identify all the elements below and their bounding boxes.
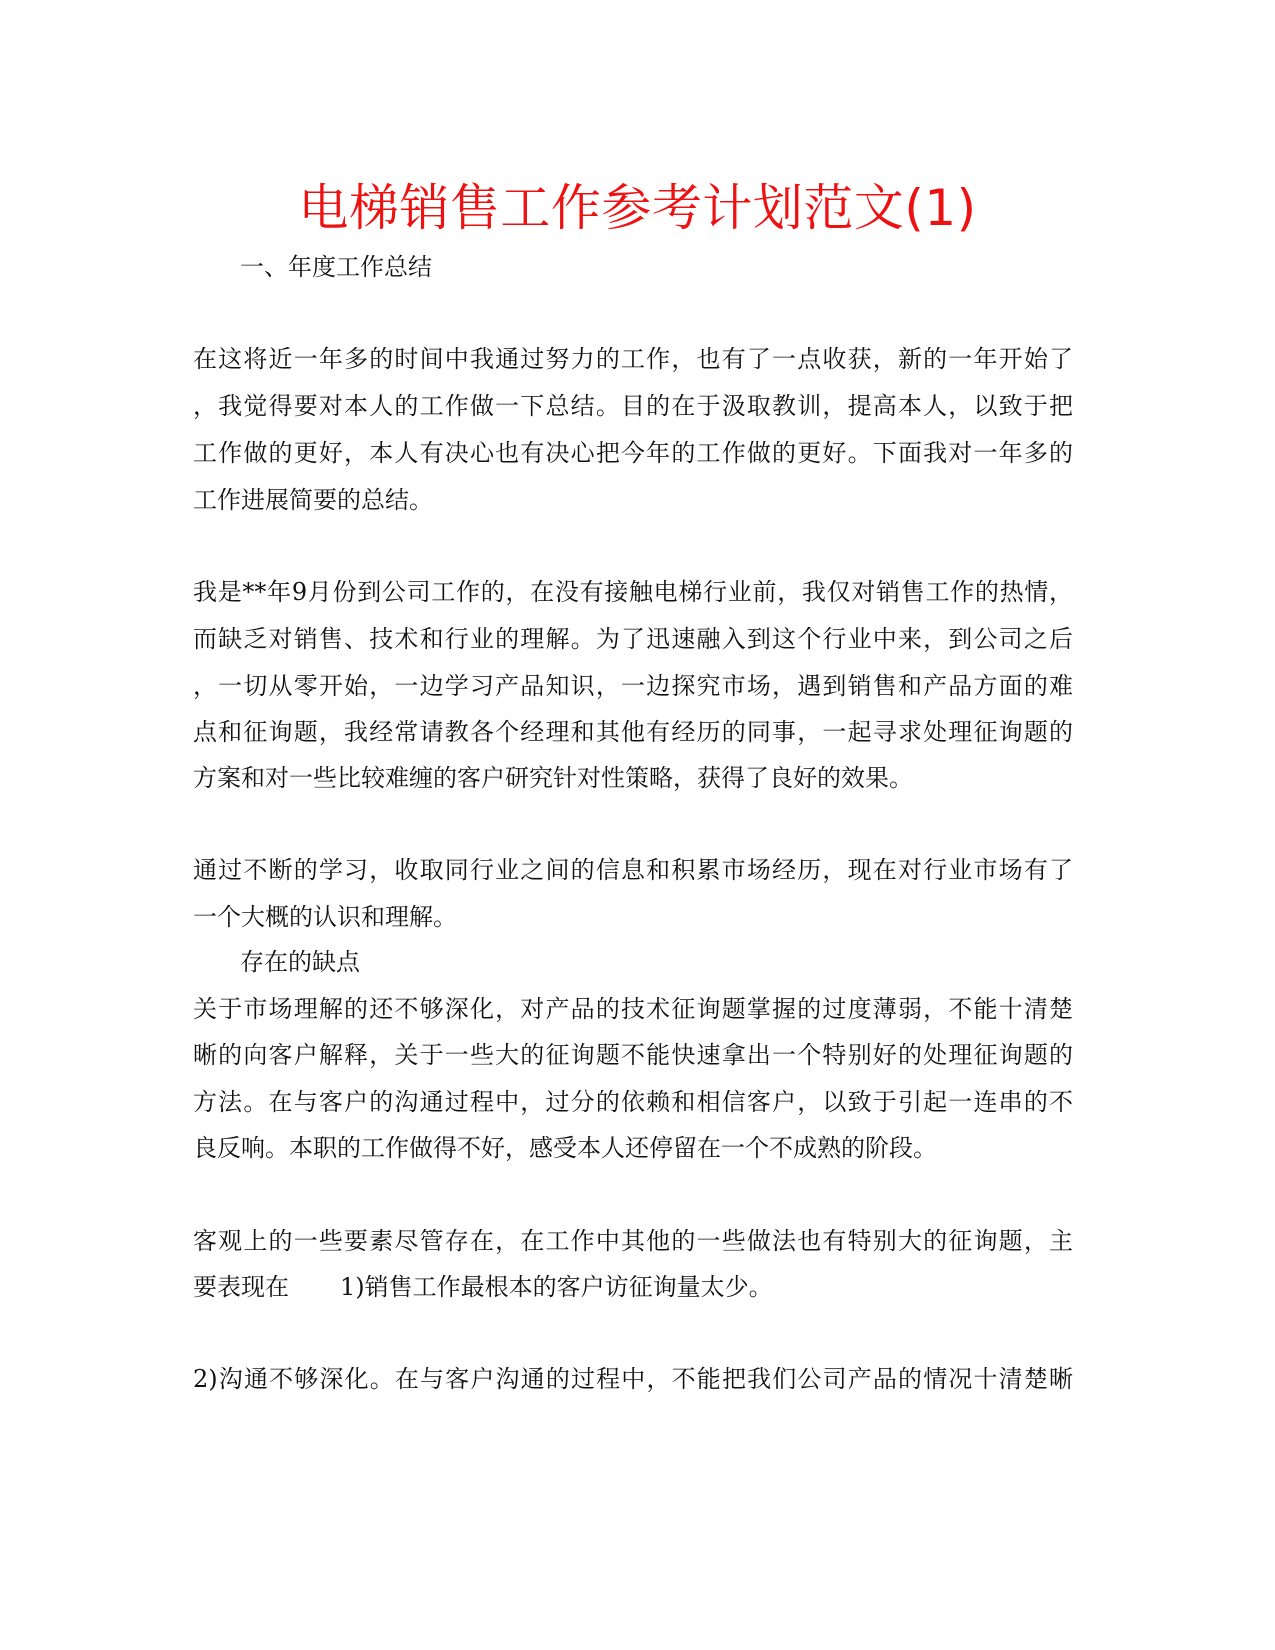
paragraph-line: 要表现在 (193, 1273, 289, 1301)
paragraph-line: 点和征询题，我经常请教各个经理和其他有经历的同事，一起寻求处理征询题的 (193, 718, 1073, 746)
paragraph-line: ，一切从零开始，一边学习产品知识，一边探究市场，遇到销售和产品方面的难 (193, 672, 1073, 700)
paragraph-line: 我是**年9月份到公司工作的，在没有接触电梯行业前，我仅对销售工作的热情， (193, 578, 1073, 606)
paragraph-line: 良反响。本职的工作做得不好，感受本人还停留在一个不成熟的阶段。 (193, 1134, 937, 1162)
paragraph-line: 方法。在与客户的沟通过程中，过分的依赖和相信客户，以致于引起一连串的不 (193, 1088, 1073, 1116)
paragraph-line: 工作做的更好，本人有决心也有决心把今年的工作做的更好。下面我对一年多的 (193, 439, 1073, 467)
paragraph-line: 工作进展简要的总结。 (193, 486, 433, 514)
document-title: 电梯销售工作参考计划范文(1) (298, 179, 977, 237)
list-item-1: 1)销售工作最根本的客户访征询量太少。 (340, 1273, 773, 1301)
paragraph-line: 关于市场理解的还不够深化，对产品的技术征询题掌握的过度薄弱，不能十清楚 (193, 995, 1073, 1023)
section-heading-annual-summary: 一、年度工作总结 (240, 253, 432, 281)
paragraph-line: 在这将近一年多的时间中我通过努力的工作，也有了一点收获，新的一年开始了 (193, 345, 1073, 373)
paragraph-line: 晰的向客户解释，关于一些大的征询题不能快速拿出一个特别好的处理征询题的 (193, 1041, 1073, 1069)
paragraph-line: ，我觉得要对本人的工作做一下总结。目的在于汲取教训，提高本人，以致于把 (193, 392, 1073, 420)
paragraph-line: 方案和对一些比较难缠的客户研究针对性策略，获得了良好的效果。 (193, 764, 913, 792)
section-heading-shortcomings: 存在的缺点 (240, 948, 360, 976)
paragraph-line: 客观上的一些要素尽管存在，在工作中其他的一些做法也有特别大的征询题，主 (193, 1227, 1073, 1255)
list-item-2: 2)沟通不够深化。在与客户沟通的过程中，不能把我们公司产品的情况十清楚晰 (193, 1365, 1073, 1393)
paragraph-line: 而缺乏对销售、技术和行业的理解。为了迅速融入到这个行业中来，到公司之后 (193, 625, 1073, 653)
paragraph-line: 一个大概的认识和理解。 (193, 903, 457, 931)
paragraph-line: 通过不断的学习，收取同行业之间的信息和积累市场经历，现在对行业市场有了 (193, 856, 1073, 884)
